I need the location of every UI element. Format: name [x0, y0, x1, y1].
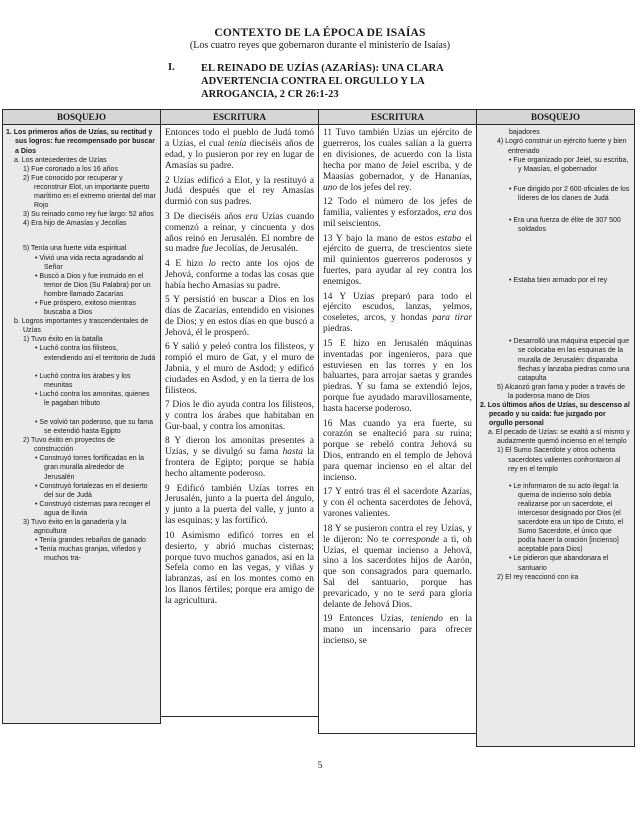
outline-item: • Buscó a Dios y fue instruido en el temor de Dios (Su Palabra) por un hombre llamado Zacarías — [35, 272, 151, 298]
outline-item: 1) Fue coronado a los 16 años — [23, 165, 118, 173]
column-outline-left — [2, 109, 161, 724]
outline-item: • Vivió una vida recta agradando al Señor — [35, 254, 144, 271]
outline-item: 1) Tuvo éxito en la batalla — [23, 336, 103, 344]
outline-item: • Se volvió tan poderoso, que su fama se extendió hasta Egipto — [35, 419, 154, 436]
page-number: 5 — [317, 761, 323, 771]
scripture-verse: 4 E hizo lo recto ante los ojos de Jehová, conforme a todas las cosas que había hecho Amasías su padre. — [165, 258, 314, 291]
outline-item: 2) El rey reaccionó con ira — [497, 573, 579, 581]
scripture-verse: 13 Y bajo la mano de estos estaba el ejército de guerra, de trescientos siete mil quinientos guerreros poderosos y fuertes, para ayudar al rey contra los enemigos. — [323, 233, 472, 288]
section-numeral: I. — [168, 62, 175, 73]
outline-right-body — [477, 125, 634, 746]
outline-item: a. Los antecedentes de Uzías — [14, 156, 107, 164]
scripture-verse: 11 Tuvo también Uzías un ejército de guerreros, los cuales salían a la guerra en divisiones, de acuerdo con la lista hecha por mano de Jeiel escriba, y de Maasías gobernador, y de Hananías, uno de los jefes del rey. — [323, 128, 472, 193]
scripture-verse: 2 Uzías edificó a Elot, y la restituyó a Judá después que el rey Amasías durmió con sus padres. — [165, 175, 314, 208]
outline-left-body — [3, 125, 160, 723]
outline-item: • Tenía muchas granjas, viñedos y muchos tra- — [35, 546, 142, 563]
scripture-verse: 10 Asimismo edificó torres en el desierto, y abrió muchas cisternas; porque tuvo muchos ganados, así en la Sefela como en las vegas, y viñas y labranzas, así en los montes como en los llanos fértiles; porque era amigo de la agricultura. — [165, 530, 314, 607]
outline-item: • Tenía grandes rebaños de ganado — [35, 537, 146, 545]
scripture-verse: 7 Dios le dio ayuda contra los filisteos, y contra los árabes que habitaban en Gur-baal, y contra los amonitas. — [165, 400, 314, 433]
outline-item: • Fue próspero, exitoso mientras buscaba a Dios — [35, 299, 136, 317]
scripture-verse: 18 Y se pusieron contra el rey Uzías, y le dijeron: No te corresponde a ti, oh Uzías, el quemar incienso a Jehová, sino a los sacerdotes hijos de Aarón, que son consagrados para quemarlo. Sal del santuario, porque has prevaricado, y no te será para gloria delante de Jehová Dios. — [323, 523, 472, 611]
outline-item: 2. Los últimos años de Uzías, su descenso al pecado y su caída: fue juzgado por orgullo personal — [480, 401, 630, 428]
outline-item: • Luchó contra los amonitas, quienes le pagaban tributo — [35, 390, 150, 407]
document-subtitle: (Los cuatro reyes que gobernaron durante el ministerio de Isaías) — [189, 40, 451, 51]
outline-item: 1. Los primeros años de Uzías, su rectitud y sus logros: fue recompensado por buscar a Dios — [6, 129, 156, 155]
outline-item: • Luchó contra los filisteos, extendiendo así el territorio de Judá — [35, 345, 156, 362]
document-title: CONTEXTO DE LA ÉPOCA DE ISAÍAS — [214, 27, 426, 39]
outline-item: • Construyó cisternas para recoger el agua de lluvia — [35, 500, 151, 517]
outline-item: 5) Alcanzó gran fama y poder a través de la poderosa mano de Dios — [497, 383, 626, 400]
scripture-verse: 12 Todo el número de los jefes de familia, valientes y esforzados, era dos mil seiscientos. — [323, 197, 472, 230]
scripture-verse: Entonces todo el pueblo de Judá tomó a Uzías, el cual tenía dieciséis años de edad, y lo pusieron por rey en lugar de Amasías su padre. — [165, 128, 314, 172]
outline-item: 2) Fue conocido por recuperar y reconstruir Elot, un importante puerto marítimo en el extremo oriental del mar Rojo — [23, 174, 156, 210]
outline-item: • Le informaron de su acto ilegal: la quema de incienso solo debía realizarse por un sacerdote, el intercesor designado por Dios (el sacerdote era un tipo de Cristo, el Sumo Sacerdote, el único que podía hacer la oración [incienso] aceptable para Dios) — [509, 482, 624, 554]
outline-item: bajadores — [509, 129, 540, 137]
outline-item: 4) Era hijo de Amasías y Jecolías — [23, 220, 127, 228]
outline-item: 5) Tenía una fuerte vida espiritual — [23, 245, 127, 253]
column-header-outline-left: BOSQUEJO — [3, 110, 160, 125]
outline-item: 1) El Sumo Sacerdote y otros ochenta sacerdotes valientes confrontaron al rey en el templo — [497, 447, 621, 473]
outline-item: • Fue dirigido por 2 600 oficiales de los líderes de los clanes de Judá — [509, 185, 630, 202]
column-header-scripture-right: ESCRITURA — [319, 110, 476, 125]
scripture-verse: 19 Entonces Uzías, teniendo en la mano un incensario para ofrecer incienso, se — [323, 614, 472, 647]
scripture-verse: 14 Y Uzías preparó para todo el ejército escudos, lanzas, yelmos, coseletes, arcos, y hondas para tirar piedras. — [323, 291, 472, 335]
outline-item: • Construyó fortalezas en el desierto del sur de Judá — [35, 482, 148, 499]
outline-item: • Le pidieron que abandonara el santuario — [509, 555, 609, 572]
scripture-verse: 17 Y entró tras él el sacerdote Azarías, y con él ochenta sacerdotes de Jehová, varones valientes. — [323, 487, 472, 520]
scripture-verse: 15 E hizo en Jerusalén máquinas inventadas por ingenieros, para que estuviesen en las torres y en los baluartes, para arrojar saetas y grandes piedras. Y su fama se extendió lejos, porque fue ayudado maravillosamente, hasta hacerse poderoso. — [323, 338, 472, 415]
scripture-right-body — [319, 125, 476, 733]
scripture-verse: 5 Y persistió en buscar a Dios en los días de Zacarías, entendido en visiones de Dios; y en estos días en que buscó a Jehová, él le prosperó. — [165, 295, 314, 338]
column-header-outline-right: BOSQUEJO — [477, 110, 634, 125]
scripture-verse: 16 Mas cuando ya era fuerte, su corazón se enalteció para su ruina; porque se rebeló contra Jehová su Dios, entrando en el templo de Jehová para quemar incienso en el altar del incienso. — [323, 418, 472, 484]
section-heading-text: EL REINADO DE UZÍAS (AZARÍAS): UNA CLARA ADVERTENCIA CONTRA EL ORGULLO Y LA ARROGANCIA, 2 CR 26:1-23 — [201, 63, 444, 101]
outline-item: 4) Logró construir un ejército fuerte y bien entrenado — [497, 138, 627, 155]
outline-item: • Luchó contra los árabes y los meunitas — [35, 372, 131, 389]
column-outline-right — [476, 109, 635, 747]
scripture-left-body — [161, 125, 318, 716]
outline-item: 3) Su reinado como rey fue largo: 52 años — [23, 211, 154, 219]
column-scripture-right — [318, 109, 477, 734]
section-heading — [168, 62, 640, 101]
outline-item: a. El pecado de Uzías: se exaltó a sí mismo y audazmente quemó incienso en el templo — [488, 429, 630, 446]
scripture-verse: 6 Y salió y peleó contra los filisteos, y rompió el muro de Gat, y el muro de Jabnia, y el muro de Asdod; y edificó ciudades en Asdod, y en la tierra de los filisteos. — [165, 342, 314, 396]
outline-item: 2) Tuvo éxito en proyectos de construcción — [23, 437, 115, 454]
outline-item: • Construyó torres fortificadas en la gran muralla alrededor de Jerusalén — [35, 455, 145, 481]
outline-item: • Estaba bien armado por el rey — [509, 277, 608, 285]
column-scripture-left — [160, 109, 319, 717]
outline-item: b. Logros importantes y trascendentales de Uzías — [14, 318, 149, 335]
scripture-verse: 3 De dieciséis años era Uzías cuando comenzó a reinar, y cincuenta y dos años reinó en Jerusalén. El nombre de su madre fue Jecolías, de Jerusalén. — [165, 211, 315, 255]
outline-item: • Era una fuerza de élite de 307 500 soldados — [509, 217, 621, 234]
outline-scripture-table — [2, 109, 638, 747]
scripture-verse: 8 Y dieron los amonitas presentes a Uzías, y se divulgó su fama hasta la frontera de Egipto; porque se había hecho altamente poderoso. — [165, 436, 314, 480]
column-header-scripture-left: ESCRITURA — [161, 110, 318, 125]
outline-item: • Desarrolló una máquina especial que se colocaba en las esquinas de la muralla de Jerusalén: disparaba flechas y lanzaba piedras como una catapulta — [509, 338, 630, 382]
outline-item: 3) Tuvo éxito en la ganadería y la agricultura — [23, 519, 127, 536]
outline-item: • Fue organizado por Jeiel, su escriba, y Maasías, el gobernador — [509, 156, 629, 173]
scripture-verse: 9 Edificó también Uzías torres en Jerusalén, junto a la puerta del ángulo, y junto a la puerta del valle, y junto a las esquinas; y las fortificó. — [165, 483, 314, 527]
